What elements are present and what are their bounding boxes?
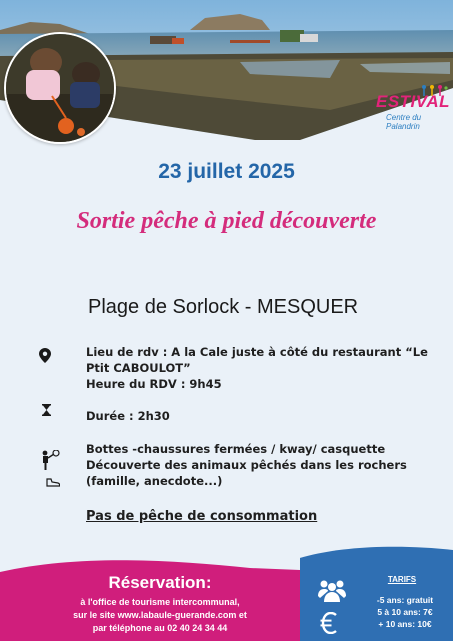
no-consumption-note: Pas de pêche de consommation	[86, 509, 318, 524]
estival-logo	[372, 80, 450, 130]
rdv-line: Lieu de rdv : A la Cale juste à côté du restaurant “Le	[86, 345, 428, 359]
reservation-line: sur le site www.labaule-guerande.com et	[73, 610, 247, 620]
rdv-line: Ptit CABOULOT”	[86, 361, 191, 375]
shoe-icon	[46, 478, 60, 487]
event-date: 23 juillet 2025	[158, 160, 295, 183]
logo-name: ESTIVAL	[376, 92, 451, 111]
group-people-icon	[316, 578, 348, 602]
tarifs-title: TARIFS	[387, 575, 417, 584]
tarif-line: -5 ans: gratuit	[376, 595, 434, 605]
duration-block	[86, 408, 170, 424]
tarifs-list	[362, 594, 448, 630]
map-pin-icon	[39, 348, 51, 363]
equipment-line: (famille, anecdote...)	[86, 474, 223, 488]
tarif-line: 5 à 10 ans: 7€	[377, 607, 433, 617]
reservation-line: par téléphone au 02 40 24 34 44	[92, 623, 228, 633]
event-title: Sortie pêche à pied découverte	[76, 208, 377, 234]
equipment-block	[86, 441, 407, 489]
event-location: Plage de Sorlock - MESQUER	[88, 296, 359, 318]
reservation-text	[50, 596, 270, 635]
reservation-title: Réservation:	[108, 573, 212, 592]
euro-icon	[320, 612, 338, 634]
equipment-line: Découverte des animaux pêchés dans les rochers	[86, 458, 407, 472]
children-photo	[4, 32, 116, 144]
reservation-line: à l'office de tourisme intercommunal,	[80, 597, 240, 607]
hourglass-icon	[42, 404, 51, 416]
rdv-block	[86, 344, 428, 392]
tarif-line: + 10 ans: 10€	[378, 619, 432, 629]
rdv-line: Heure du RDV : 9h45	[86, 377, 222, 391]
fishing-net-icon	[40, 450, 60, 470]
logo-subtitle: Centre du Palandrin	[386, 113, 422, 131]
duration-text: Durée : 2h30	[86, 409, 170, 423]
equipment-line: Bottes -chaussures fermées / kway/ casquette	[86, 442, 386, 456]
